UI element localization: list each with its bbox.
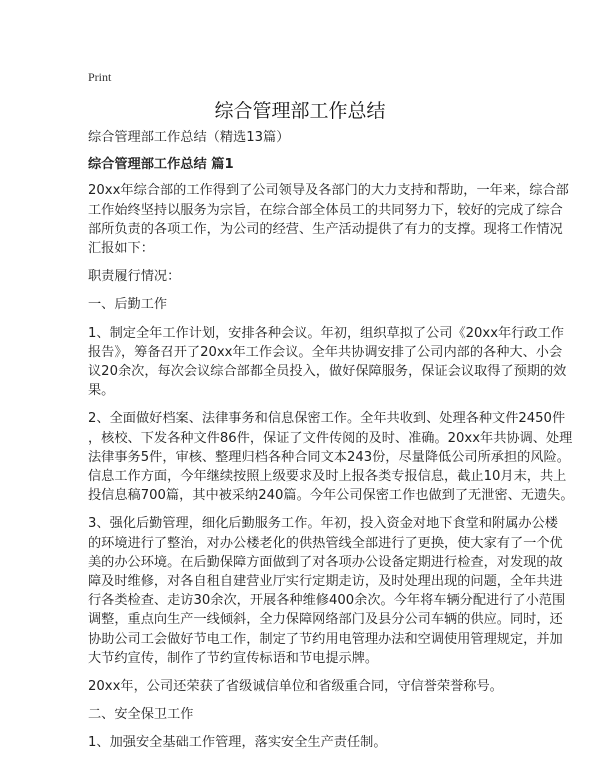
paragraph-line: 协助公司工会做好节电工作，制定了节约用电管理办法和空调使用管理规定，并加 <box>88 631 563 647</box>
paragraph-line: 工作始终坚持以服务为宗旨，在综合部全体员工的共同努力下，较好的完成了综合 <box>88 202 563 218</box>
paragraph-line: 信息工作方面，今年继续按照上级要求及时上报各类专报信息，截止10月末，共上 <box>88 469 567 485</box>
document-title: 综合管理部工作总结 <box>214 100 386 122</box>
paragraph-line: 报告》，筹备召开了20xx年工作会议。全年共协调安排了公司内部的各种大、小会 <box>88 344 563 360</box>
paragraph <box>88 514 566 668</box>
paragraph-line: 投信息稿700篇，其中被采纳240篇。今年公司保密工作也做到了无泄密、无遗失。 <box>88 488 574 504</box>
subtitle: 综合管理部工作总结（精选13篇） <box>88 130 290 145</box>
paragraph-line: 20xx年综合部的工作得到了公司领导及各部门的大力支持和帮助，一年来，综合部 <box>88 183 569 199</box>
paragraph-line: 美的办公环境。在后勤保障方面做到了对各项办公设备定期进行检查，对发现的故 <box>88 554 563 570</box>
paragraph-line: 行各类检查、走访30余次，开展各种维修400余次。今年将车辆分配进行了小范围 <box>88 593 566 609</box>
paragraph-line: 1、制定全年工作计划，安排各种会议。年初，组织草拟了公司《20xx年行政工作 <box>88 325 564 341</box>
paragraph-line: 2、全面做好档案、法律事务和信息保密工作。全年共收到、处理各种文件2450件 <box>88 411 566 427</box>
paragraph <box>88 705 518 724</box>
paragraph-line: 部所负责的各项工作，为公司的经营、生产活动提供了有力的支撑。现将工作情况 <box>88 221 563 237</box>
paragraph-line: 的环境进行了整治，对办公楼老化的供热管线全部进行了更换，使大家有了一个优 <box>88 535 563 551</box>
paragraph-line: 1、加强安全基础工作管理，落实安全生产责任制。 <box>88 735 387 751</box>
paragraph-line: 大节约宣传，制作了节约宣传标语和节电提示牌。 <box>88 650 379 666</box>
paragraph <box>88 181 569 258</box>
paragraph <box>88 295 518 314</box>
paragraph <box>88 677 518 696</box>
paragraph <box>88 733 518 752</box>
paragraph-line: 职责履行情况： <box>88 269 181 285</box>
paragraph-line: 汇报如下： <box>88 241 154 257</box>
paragraph-line: ，核校、下发各种文件86件，保证了文件传阅的及时、准确。20xx年共协调、处理 <box>88 430 573 446</box>
paragraph <box>88 267 518 286</box>
print-link[interactable]: Print <box>88 70 112 84</box>
document-body <box>88 128 574 762</box>
paragraph-line: 3、强化后勤管理，细化后勤服务工作。年初，投入资金对地下食堂和附属办公楼 <box>88 516 558 532</box>
paragraph-line: 20xx年，公司还荣获了省级诚信单位和省级重合同，守信誉荣誉称号。 <box>88 679 503 695</box>
paragraph-line: 一、后勤工作 <box>88 297 168 313</box>
paragraph-line: 法律事务5件，审核、整理归档各种合同文本243份，尽量降低公司所承担的风险。 <box>88 449 570 465</box>
paragraph-line: 调整，重点向生产一线倾斜，全力保障网络部门及县分公司车辆的供应。同时，还 <box>88 612 563 628</box>
paragraph <box>88 409 574 505</box>
paragraph-line: 果。 <box>88 383 115 399</box>
paragraph-line: 二、安全保卫工作 <box>88 707 194 723</box>
paragraphs <box>88 181 574 752</box>
section-heading: 综合管理部工作总结 篇1 <box>88 157 234 173</box>
paragraph-line: 障及时维修，对各自租自建营业厅实行定期走访，及时处理出现的问题，全年共进 <box>88 574 563 590</box>
paragraph <box>88 324 567 401</box>
paragraph-line: 议20余次，每次会议综合部都全员投入，做好保障服务，保证会议取得了预期的效 <box>88 364 567 380</box>
